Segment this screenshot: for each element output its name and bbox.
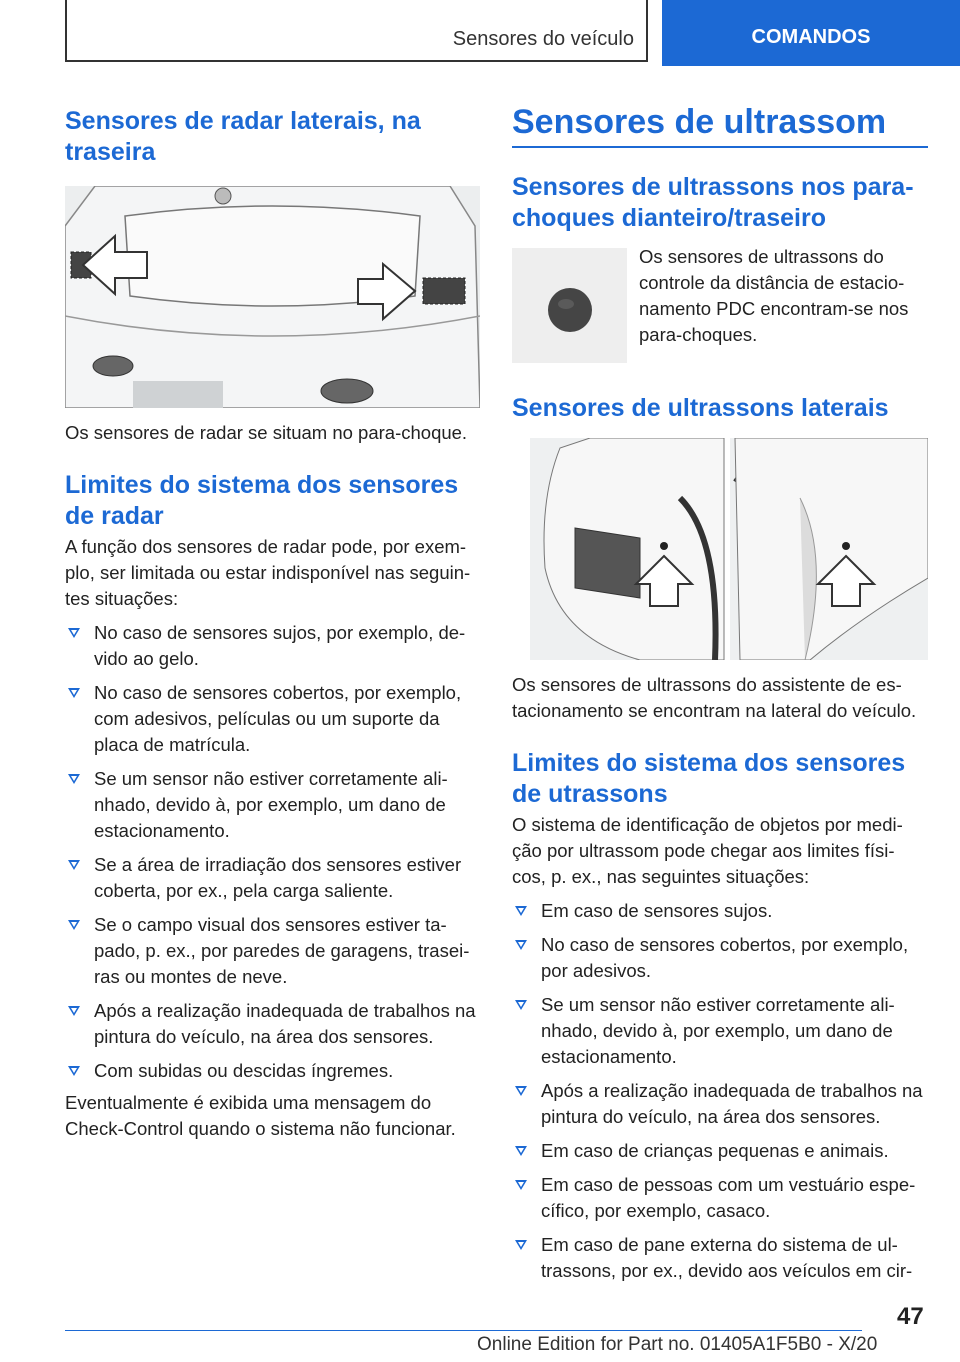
- list-item: Com subidas ou descidas íngremes.: [65, 1058, 480, 1084]
- triangle-bullet-icon: [68, 774, 80, 784]
- radar-limits-intro: A função dos sensores de radar pode, por exem-plo, ser limitada ou estar indisponível nas seguin-tes situações:: [65, 536, 471, 609]
- pdc-description: Os sensores de ultrassons do controle da distância de estacio-namento PDC encontram-se nos para-choques.: [639, 246, 909, 345]
- section-heading-side-ultrasonic: Sensores de ultrassons laterais: [512, 394, 889, 422]
- ultrasonic-sensor-image: [512, 248, 627, 363]
- rear-bumper-radar-image: [65, 186, 480, 408]
- list-item: Em caso de pessoas com um vestuário espe-cífico, por exemplo, casaco.: [512, 1172, 928, 1224]
- side-ultrasonic-caption: Os sensores de ultrassons do assistente de es-tacionamento se encontram na lateral do veículo.: [512, 674, 917, 721]
- list-item: Se a área de irradiação dos sensores estiver coberta, por ex., pela carga saliente.: [65, 852, 480, 904]
- list-item: Se um sensor não estiver corretamente ali-nhado, devido à, por exemplo, um dano de estacionamento.: [65, 766, 480, 844]
- triangle-bullet-icon: [515, 1240, 527, 1250]
- triangle-bullet-icon: [68, 920, 80, 930]
- ultrasonic-limits-intro: O sistema de identificação de objetos por medi-ção por ultrassom pode chegar aos limites físi-cos, p. ex., nas seguintes situações:: [512, 814, 903, 887]
- footer-edition: Online Edition for Part no. 01405A1F5B0 - X/20: [477, 1334, 878, 1355]
- list-item: Se um sensor não estiver corretamente ali-nhado, devido à, por exemplo, um dano de estacionamento.: [512, 992, 928, 1070]
- header-section-box: [65, 0, 648, 62]
- triangle-bullet-icon: [515, 906, 527, 916]
- triangle-bullet-icon: [515, 940, 527, 950]
- radar-image-caption: Os sensores de radar se situam no para-choque.: [65, 422, 468, 443]
- triangle-bullet-icon: [515, 1086, 527, 1096]
- list-item: Em caso de sensores sujos.: [512, 898, 928, 924]
- section-heading-pdc: Sensores de ultrassons nos para-choques dianteiro/traseiro: [512, 173, 914, 232]
- list-item: Se o campo visual dos sensores estiver ta-pado, p. ex., por paredes de garagens, trasei-ras ou montes de neve.: [65, 912, 480, 990]
- footer-divider: [65, 1330, 862, 1331]
- header-section-title: Sensores do veículo: [452, 28, 634, 50]
- page-section-title: Sensores de ultrassom: [512, 100, 928, 148]
- list-item: No caso de sensores sujos, por exemplo, de-vido ao gelo.: [65, 620, 480, 672]
- ultrasonic-limits-list: [512, 898, 928, 1284]
- triangle-bullet-icon: [68, 1006, 80, 1016]
- list-item: Em caso de crianças pequenas e animais.: [512, 1138, 928, 1164]
- list-item: No caso de sensores cobertos, por exemplo, com adesivos, películas ou um suporte da placa de matrícula.: [65, 680, 480, 758]
- chapter-tab: COMANDOS: [662, 0, 960, 66]
- triangle-bullet-icon: [68, 688, 80, 698]
- section-heading-ultrasonic-limits: Limites do sistema dos sensores de utrassons: [512, 749, 906, 808]
- radar-limits-list: [65, 620, 480, 1084]
- list-item: Em caso de pane externa do sistema de ul-trassons, por ex., devido aos veículos em cir-: [512, 1232, 928, 1284]
- section-heading-radar: Sensores de radar laterais, na traseira: [65, 107, 421, 166]
- triangle-bullet-icon: [68, 628, 80, 638]
- triangle-bullet-icon: [515, 1180, 527, 1190]
- left-column: [65, 100, 480, 1142]
- triangle-bullet-icon: [515, 1000, 527, 1010]
- triangle-bullet-icon: [515, 1146, 527, 1156]
- side-ultrasonic-image: [530, 438, 928, 660]
- triangle-bullet-icon: [68, 860, 80, 870]
- radar-closing-note: Eventualmente é exibida uma mensagem do Check-Control quando o sistema não funcionar.: [65, 1092, 456, 1139]
- list-item: No caso de sensores cobertos, por exemplo, por adesivos.: [512, 932, 928, 984]
- pdc-row: [512, 248, 928, 363]
- list-item: Após a realização inadequada de trabalhos na pintura do veículo, na área dos sensores.: [65, 998, 480, 1050]
- right-column: [512, 100, 928, 1284]
- section-heading-radar-limits: Limites do sistema dos sensores de radar: [65, 471, 459, 530]
- list-item: Após a realização inadequada de trabalhos na pintura do veículo, na área dos sensores.: [512, 1078, 928, 1130]
- triangle-bullet-icon: [68, 1066, 80, 1076]
- page-number: 47: [897, 1303, 924, 1330]
